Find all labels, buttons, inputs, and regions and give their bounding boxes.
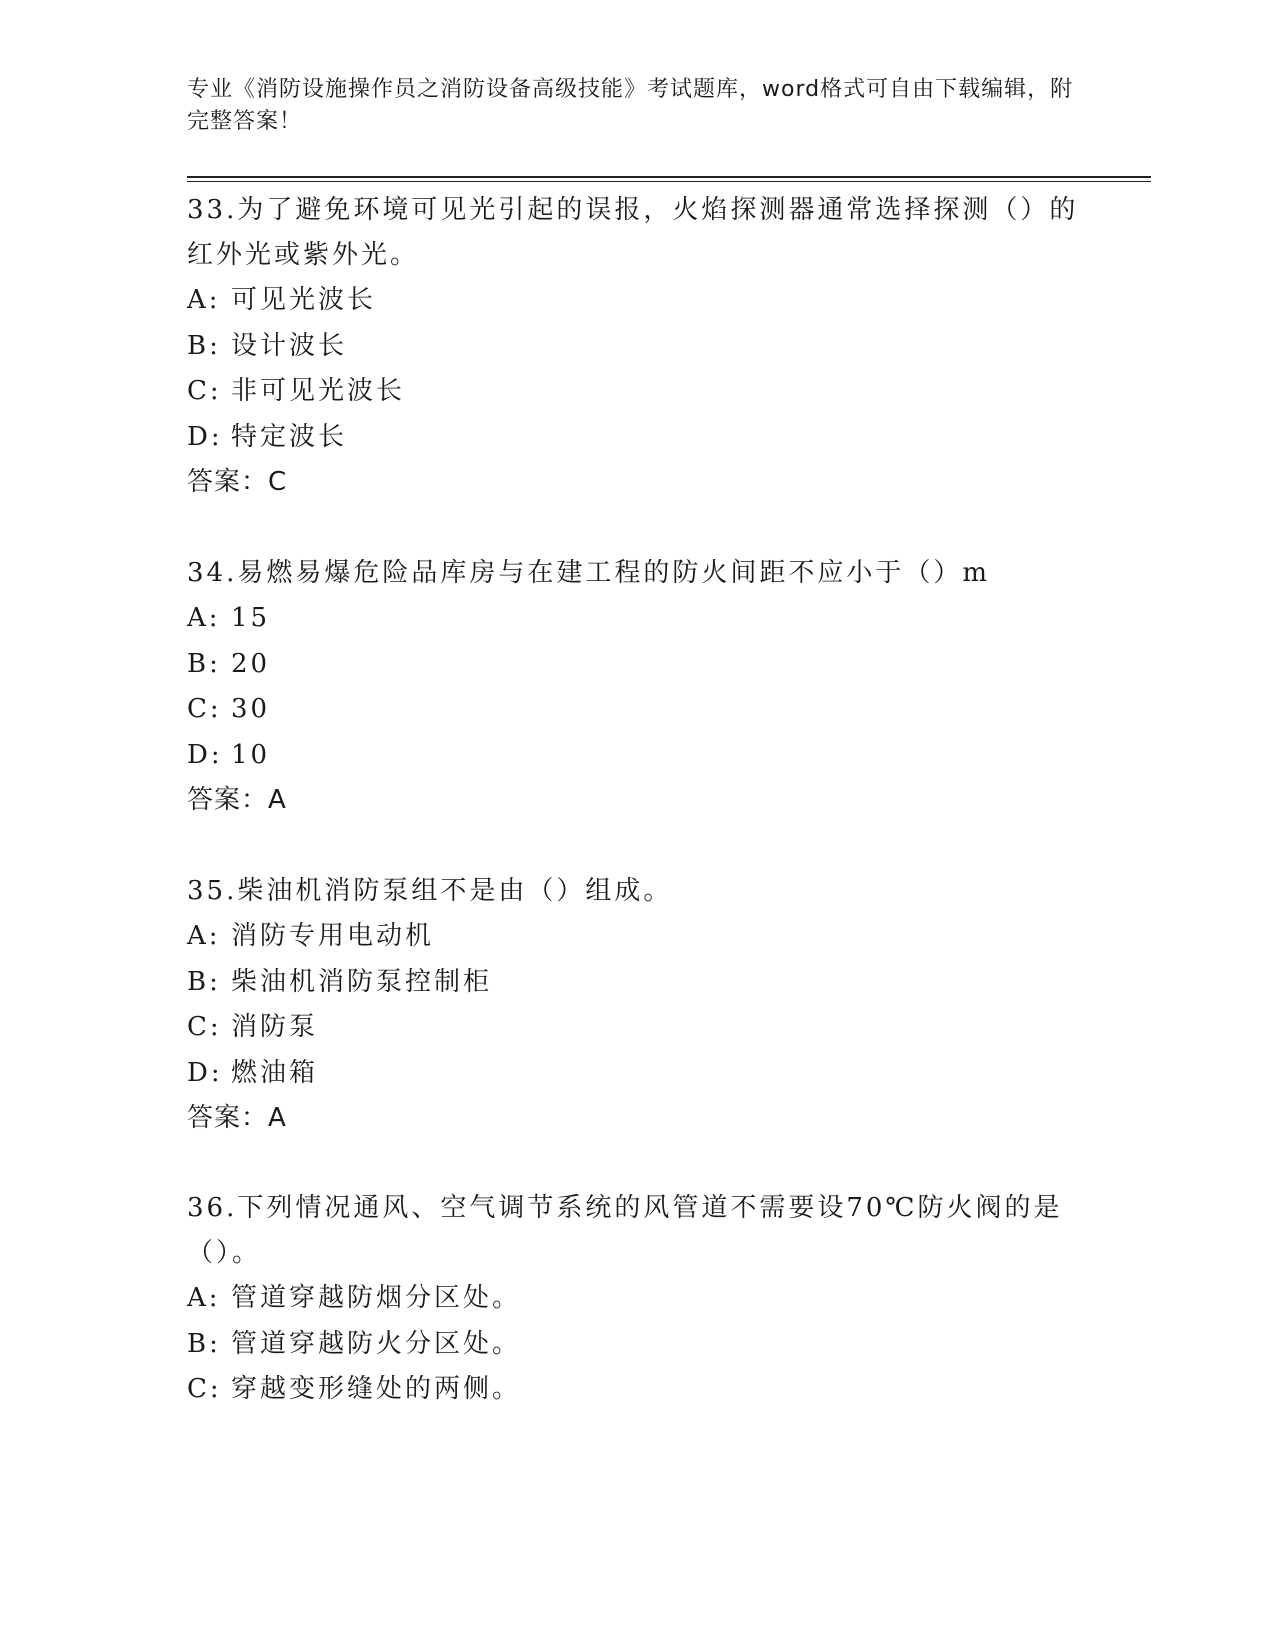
option-a [187,596,1087,642]
option-letter: C: [187,1374,222,1404]
option-a [187,278,1087,324]
option-b [187,1322,1087,1368]
option-text: 20 [231,648,271,679]
option-letter: C: [187,694,222,724]
option-text: 特定波长 [231,421,348,452]
option-text: 消防泵 [231,1012,319,1042]
option-letter: B: [187,648,221,679]
option-letter: D: [187,1057,223,1088]
option-text: 10 [231,739,271,770]
option-text: 燃油箱 [231,1057,319,1088]
option-text: 穿越变形缝处的两侧。 [231,1374,522,1404]
option-letter: D: [187,739,223,770]
option-text: 30 [231,694,271,724]
option-letter: A: [187,285,221,315]
option-letter: C: [187,1012,222,1042]
option-text: 管道穿越防烟分区处。 [231,1283,522,1313]
option-letter: A: [187,921,221,951]
option-d [187,733,1087,779]
option-letter: D: [187,421,223,452]
question-stem: 33.为了避免环境可见光引起的误报，火焰探测器通常选择探测（）的红外光或紫外光。 [187,195,1079,270]
option-b [187,324,1087,370]
question-stem: 34.易燃易爆危险品库房与在建工程的防火间距不应小于（）m [187,558,991,588]
option-c [187,1367,1087,1413]
answer-text: 答案：A [187,1103,287,1133]
option-text: 15 [231,603,271,633]
question-33 [187,188,1087,506]
option-text: 消防专用电动机 [231,921,435,951]
option-a [187,1276,1087,1322]
question-35 [187,869,1087,1142]
option-letter: C: [187,376,222,406]
option-a [187,914,1087,960]
question-stem: 35.柴油机消防泵组不是由（）组成。 [187,876,673,906]
option-letter: A: [187,1283,221,1313]
option-letter: A: [187,603,221,633]
option-c [187,1005,1087,1051]
question-stem: 36.下列情况通风、空气调节系统的风管道不需要设70℃防火阀的是（）。 [187,1193,1063,1268]
question-36 [187,1186,1087,1413]
option-text: 设计波长 [231,330,348,361]
question-34 [187,551,1087,824]
option-text: 管道穿越防火分区处。 [231,1328,522,1359]
option-d [187,415,1087,461]
option-b [187,642,1087,688]
option-text: 柴油机消防泵控制柜 [231,966,493,997]
document-header: 专业《消防设施操作员之消防设备高级技能》考试题库，word格式可自由下载编辑，附完整答案！ [187,77,1074,134]
option-letter: B: [187,1328,221,1359]
header-divider-thin [187,181,1151,182]
option-text: 可见光波长 [231,285,377,315]
option-d [187,1051,1087,1097]
option-c [187,687,1087,733]
option-c [187,369,1087,415]
answer-text: 答案：C [187,467,288,497]
answer-text: 答案：A [187,785,287,815]
option-text: 非可见光波长 [231,376,406,406]
option-letter: B: [187,330,221,361]
option-b [187,960,1087,1006]
header-divider [187,176,1151,178]
option-letter: B: [187,966,221,997]
